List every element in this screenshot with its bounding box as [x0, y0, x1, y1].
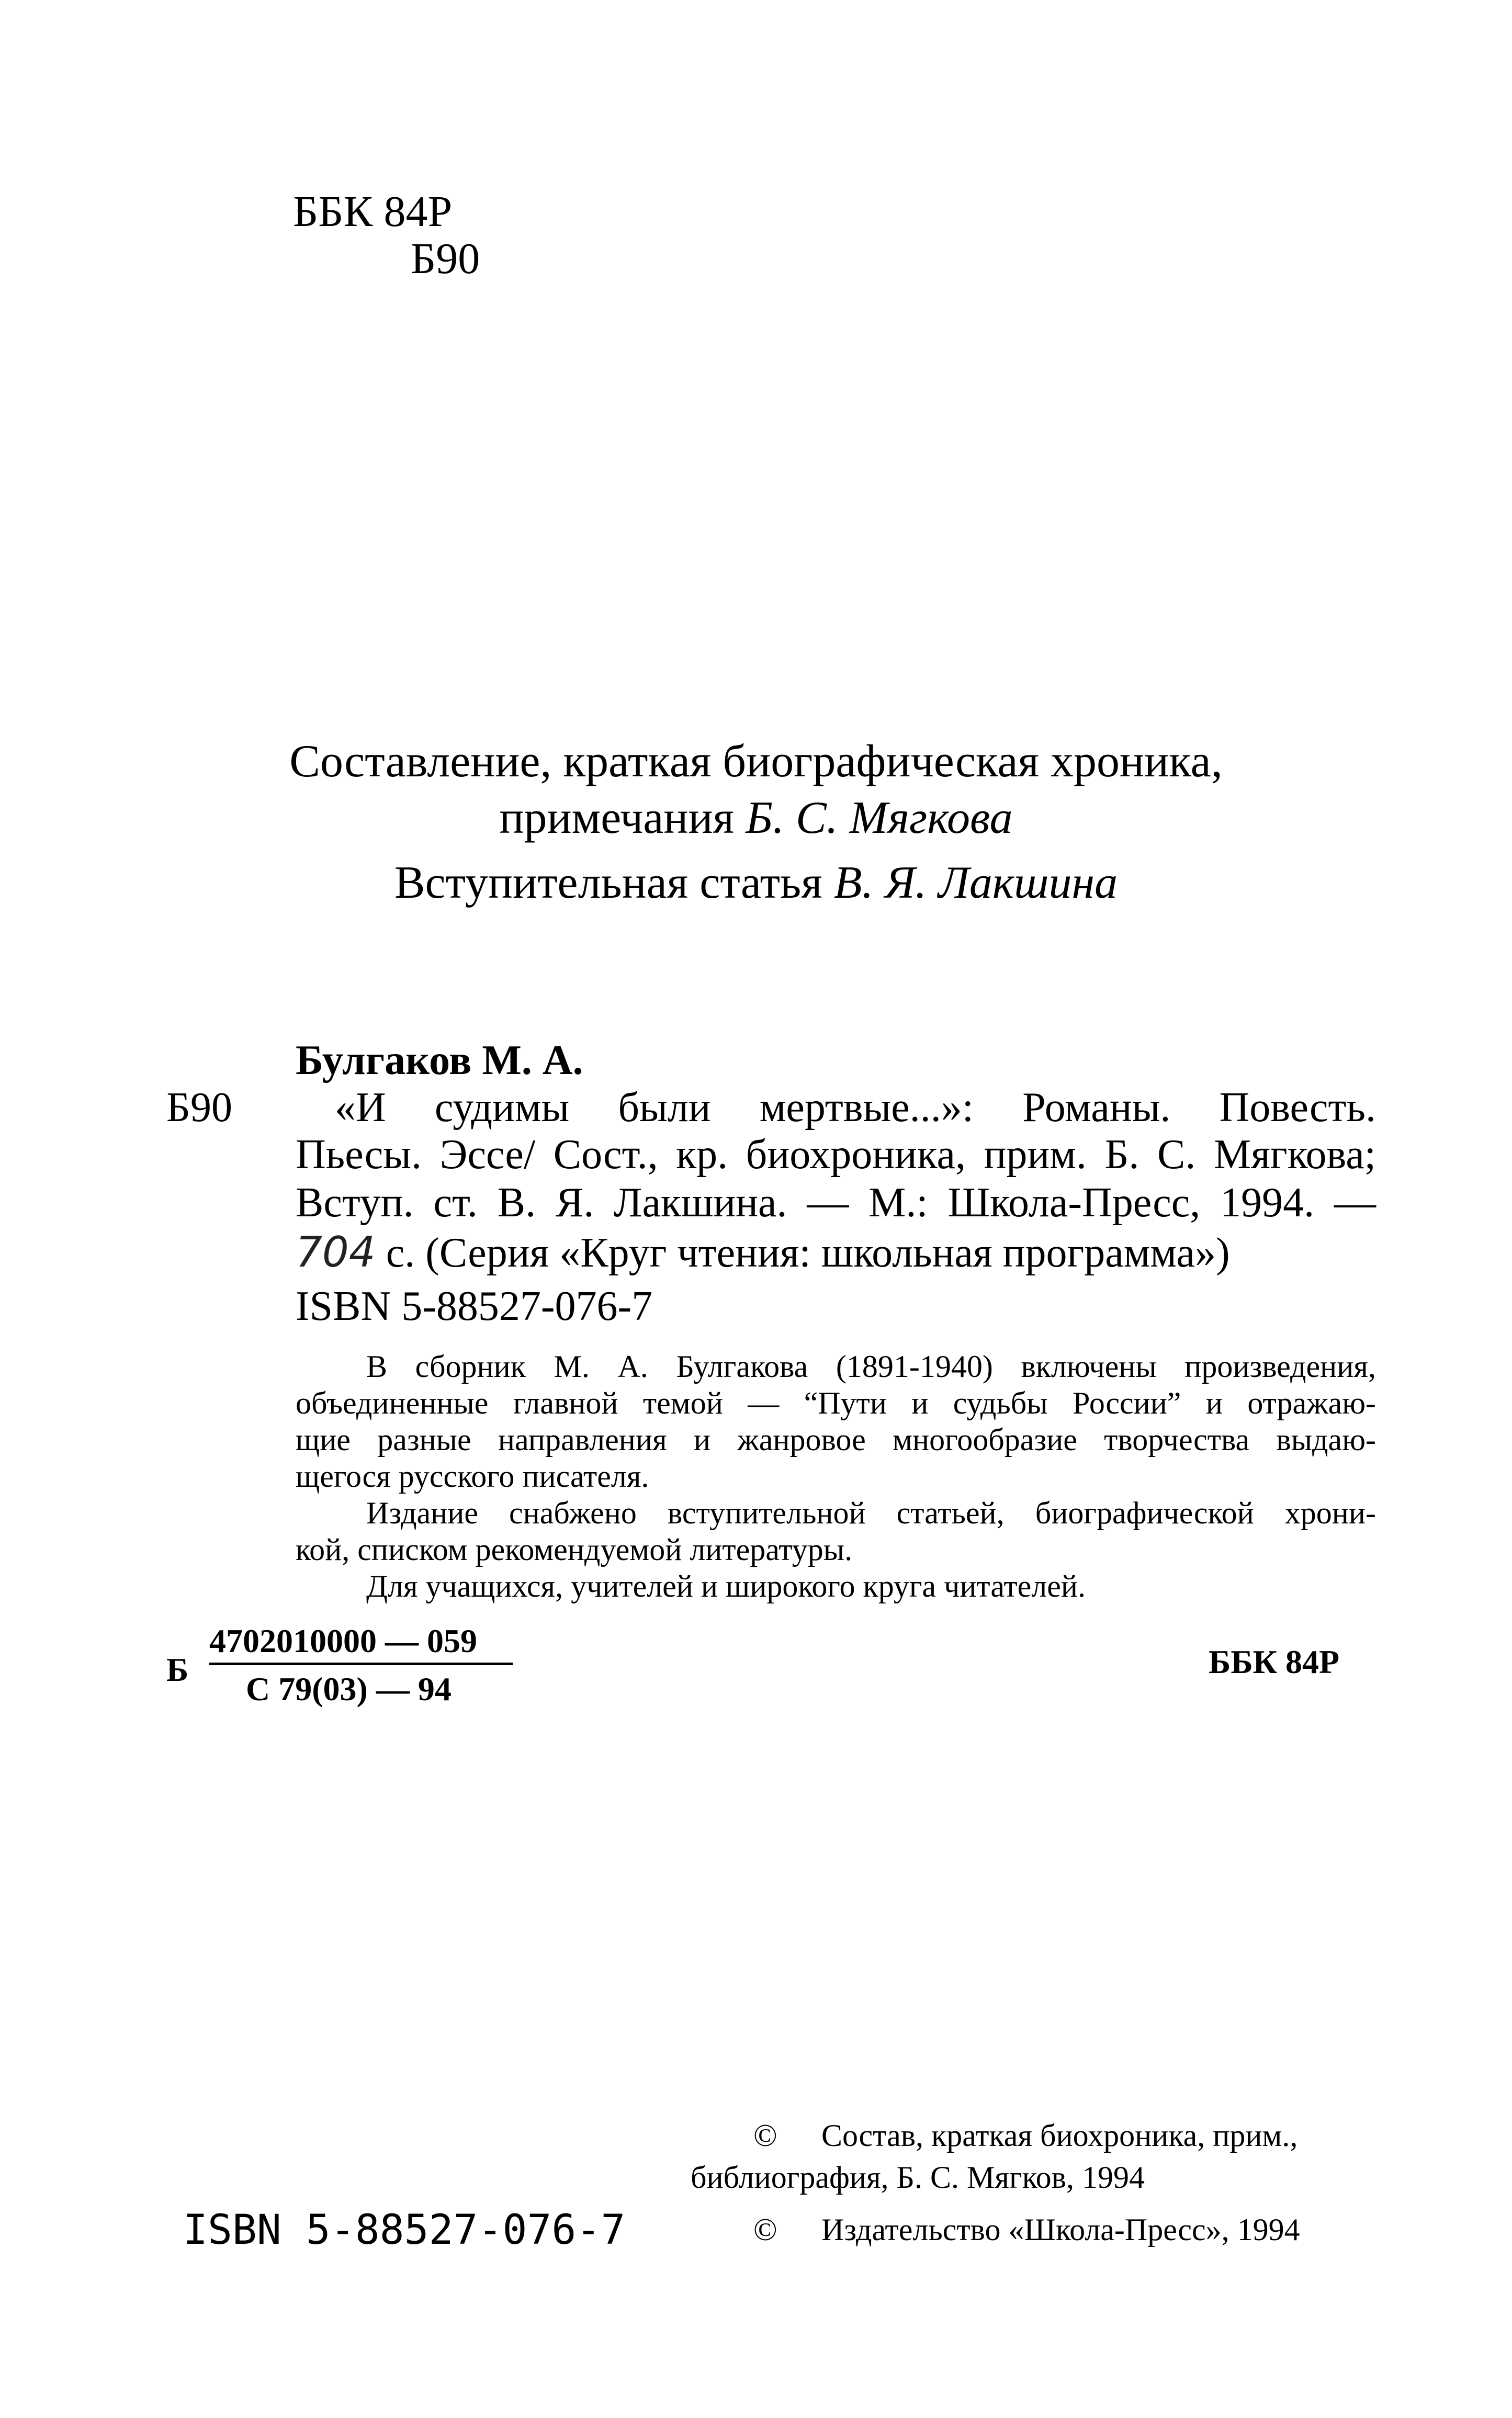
isbn-bottom: ISBN 5-88527-076-7 — [183, 2207, 626, 2254]
credits-line-2 — [0, 789, 1512, 848]
catalog-author-heading: Булгаков М. А. — [296, 1037, 583, 1083]
credits-intro-prefix: Вступительная статья — [394, 857, 822, 908]
pages-handwritten: 704 — [296, 1228, 376, 1276]
copyright-line-2: библиография, Б. С. Мягков, 1994 — [691, 2160, 1145, 2195]
annotation-line-1: В сборник М. А. Булгакова (1891-1940) включены произведения, — [366, 1349, 1376, 1384]
formula-denominator: С 79(03) — 94 — [246, 1670, 452, 1708]
credits-intro-name: В. Я. Лакшина — [833, 857, 1118, 908]
formula-letter: Б — [166, 1651, 189, 1688]
annotation-line-4: щегося русского писателя. — [296, 1459, 649, 1494]
annotation-line-2: объединенные главной темой — “Пути и судьбы России” и отражаю- — [296, 1386, 1376, 1420]
catalog-isbn: ISBN 5-88527-076-7 — [296, 1283, 653, 1329]
formula-fraction-bar — [209, 1663, 513, 1665]
annotation-line-5: Издание снабжено вступительной статьей, биографической хрони- — [366, 1496, 1376, 1530]
bbk-code-right: ББК 84Р — [1209, 1643, 1340, 1680]
credits-line-1: Составление, краткая биографическая хроника, — [289, 736, 1223, 787]
copyright-symbol-2: © — [753, 2212, 777, 2247]
copyright-line-3: Издательство «Школа-Пресс», 1994 — [821, 2212, 1300, 2247]
formula-numerator: 4702010000 — 059 — [209, 1622, 477, 1659]
copyright-symbol-1: © — [753, 2118, 777, 2153]
catalog-author-mark: Б90 — [166, 1084, 232, 1131]
annotation-line-3: щие разные направления и жанровое многообразие творчества выдаю- — [296, 1422, 1376, 1457]
credits-line-3 — [0, 854, 1512, 912]
credits-compiler-name: Б. С. Мягкова — [746, 793, 1013, 843]
annotation-line-7: Для учащихся, учителей и широкого круга читателей. — [366, 1569, 1086, 1603]
catalog-line-4-rest: с. (Серия «Круг чтения: школьная программа») — [386, 1230, 1230, 1276]
catalog-line-4 — [296, 1227, 1230, 1279]
copyright-line-1: Состав, краткая биохроника, прим., — [821, 2118, 1298, 2153]
catalog-line-1: «И судимы были мертвые...»: Романы. Повесть. — [335, 1084, 1376, 1131]
author-mark-top: Б90 — [411, 234, 480, 283]
annotation-line-6: кой, списком рекомендуемой литературы. — [296, 1532, 853, 1567]
catalog-line-3: Вступ. ст. В. Я. Лакшина. — М.: Школа-Пресс, 1994. — — [296, 1180, 1376, 1226]
credits-compiler-prefix: примечания — [499, 793, 735, 843]
catalog-line-2: Пьесы. Эссе/ Сост., кр. биохроника, прим. Б. С. Мягкова; — [296, 1132, 1376, 1178]
bbk-code-top: ББК 84Р — [293, 187, 453, 236]
